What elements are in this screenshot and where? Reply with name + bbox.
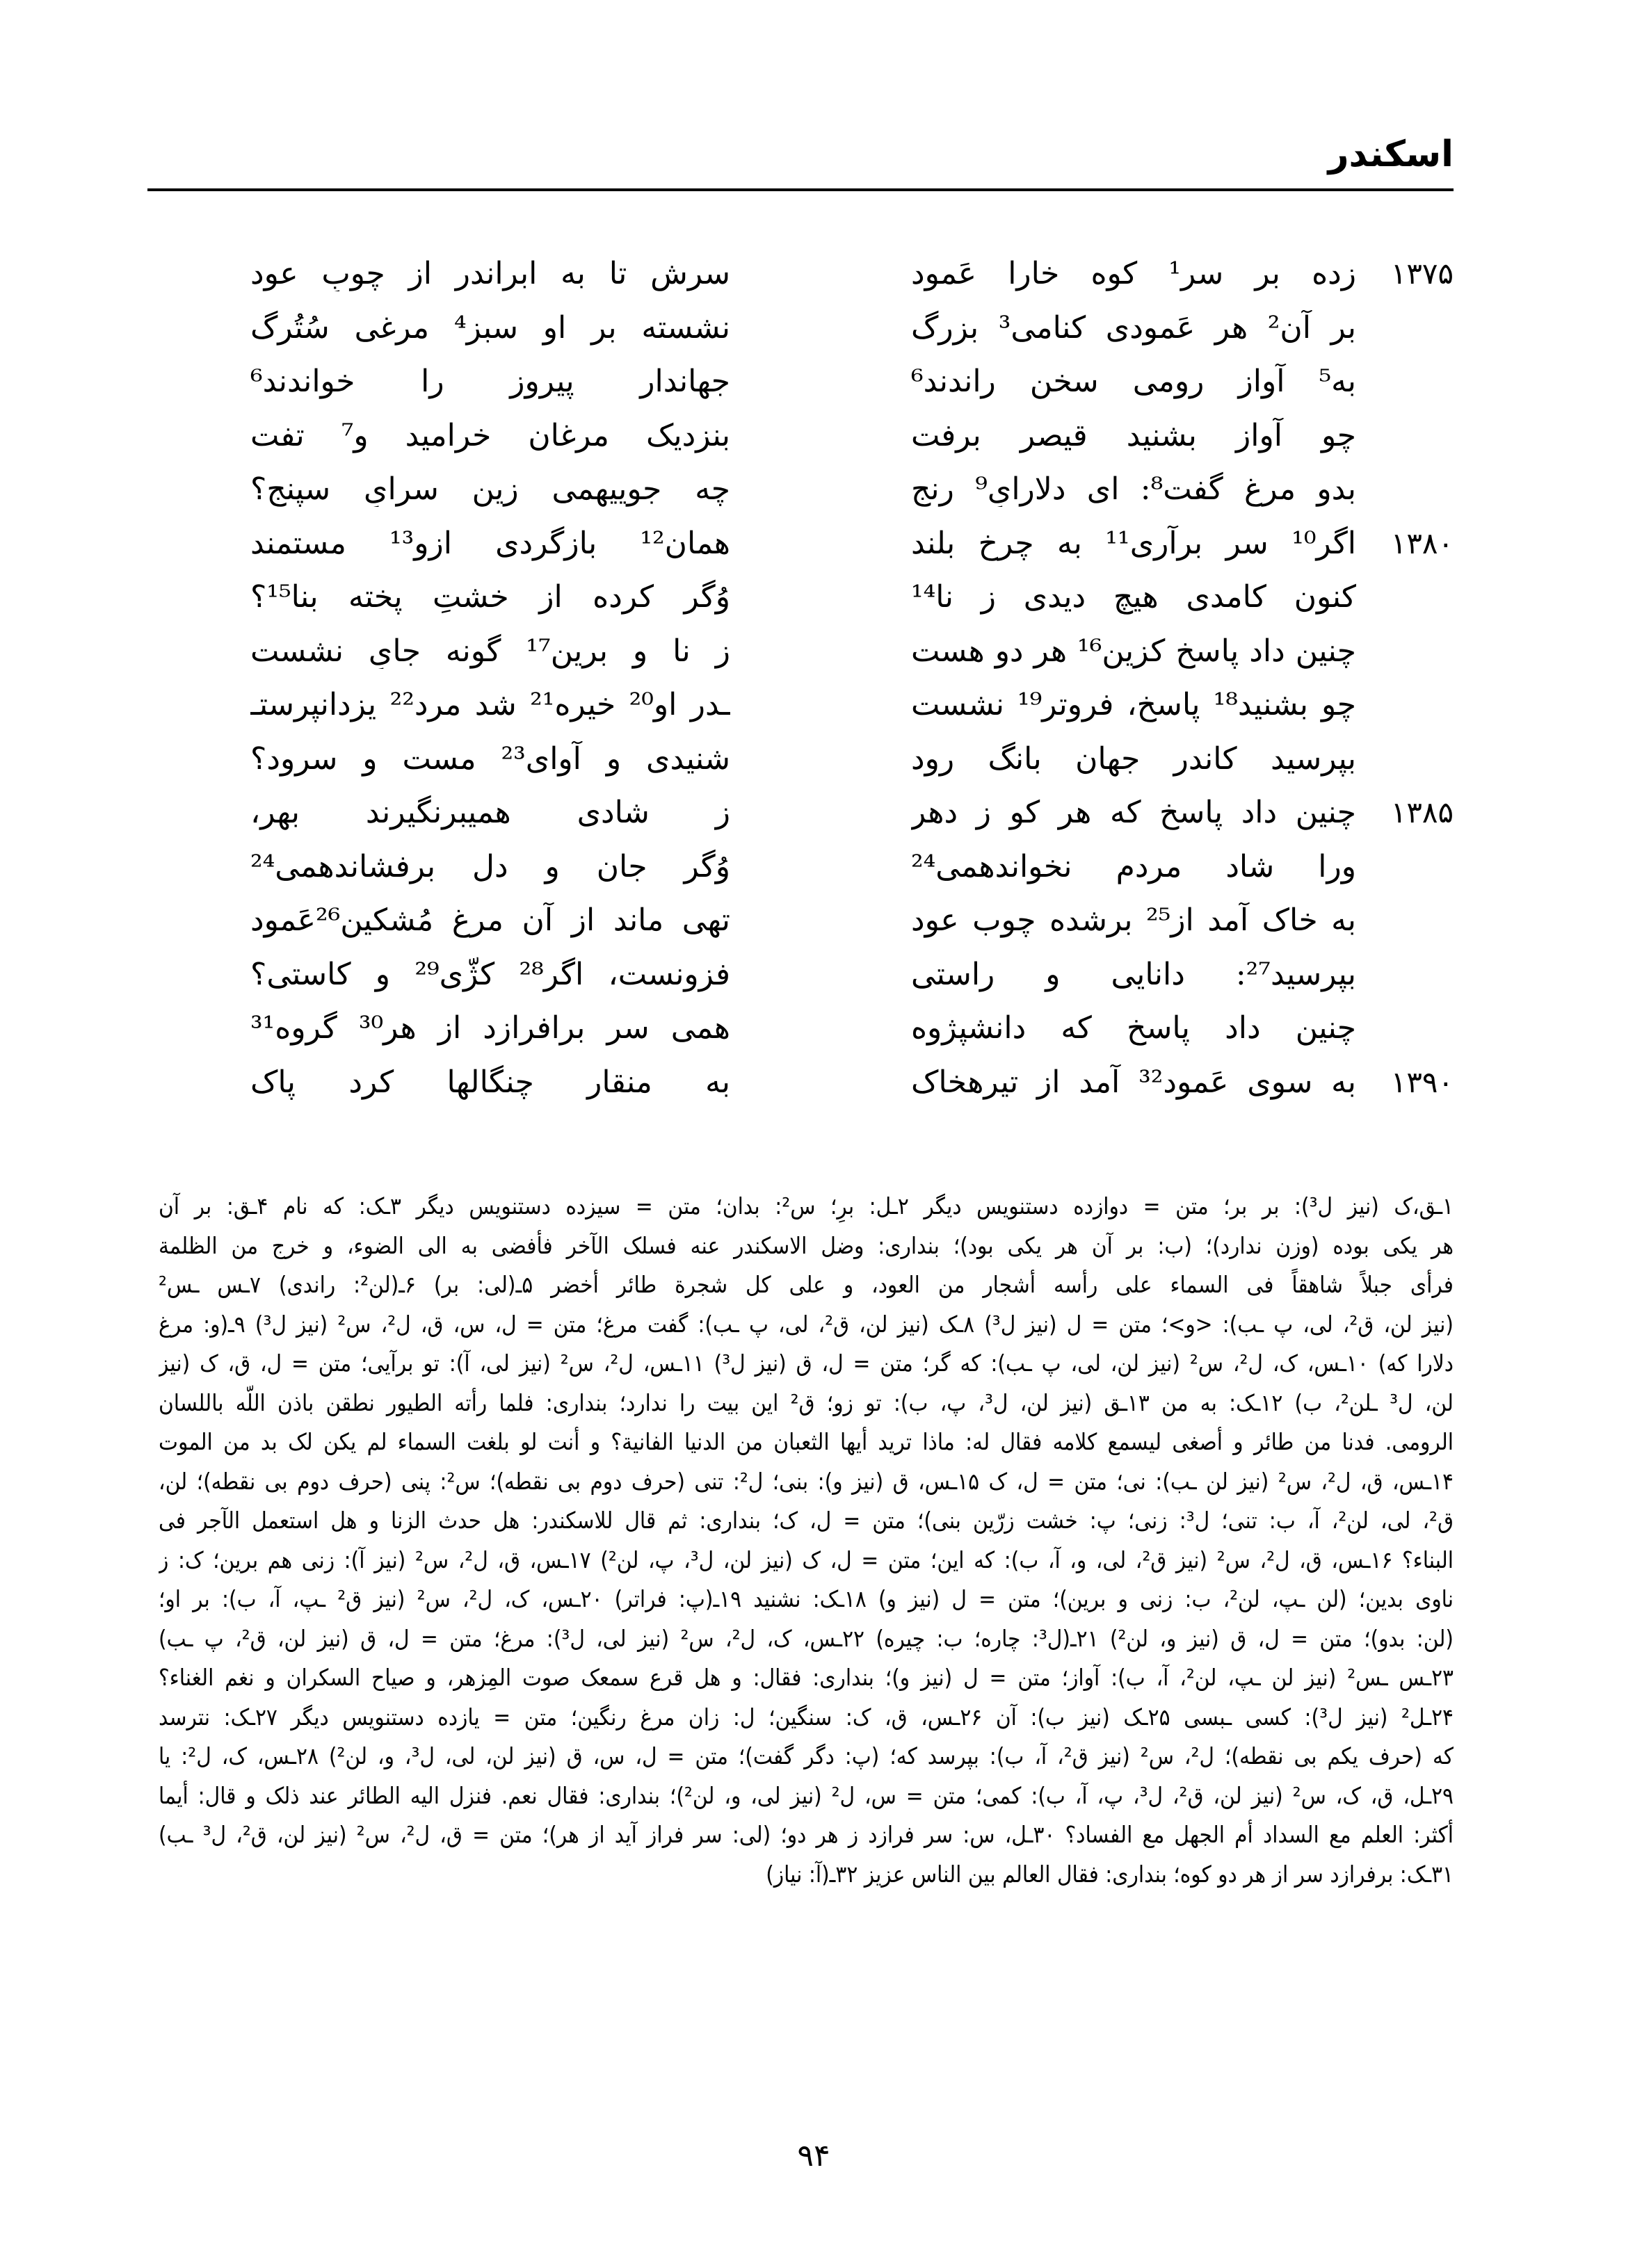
second-hemistich: ـدر او²⁰ خیره²¹ شد مرد²² یزدانپرستـ [250, 687, 730, 723]
first-hemistich: اگر¹⁰ سر برآری¹¹ به چرخ بلند [911, 525, 1356, 561]
footnotes [159, 1187, 1454, 1894]
verse-line [250, 840, 1454, 894]
second-hemistich: ز نا و برین¹⁷ گونه جایِ نشست [250, 633, 730, 669]
footnote-line: ۲۹ـل، ق، ک، س² (نیز لن، ق²، ل³، پ، آ، ب): کمی؛ متن = س، ل² (نیز لی، و، لن²)؛ بنداری: فقال نعم. فنزل الیه الطائر عند ذلک و قال: أیما [159, 1781, 1454, 1809]
footnote-line: هر یکی بوده (وزن ندارد)؛ (ب: بر آن هر یکی بود)؛ بنداری: وضل الاسکندر عنه فسلک الآخر فأفضی به الی الضوء، و خرج من الظلمة [159, 1231, 1454, 1259]
second-hemistich: بنزدیک مرغان خرامید و⁷ تفت [250, 417, 730, 453]
verse-line [250, 517, 1454, 571]
verse-line [250, 301, 1454, 355]
second-hemistich: سرش تا به ابراندر از چوبِ عود [250, 256, 730, 292]
first-hemistich: بدو مرغ گفت⁸: ای دلارایِ⁹ رنج [911, 471, 1356, 508]
second-hemistich: همان¹² بازگردی ازو¹³ مستمند [250, 525, 730, 561]
verse-line [250, 462, 1454, 517]
second-hemistich: همی سر برافرازد از هر³⁰ گروه³¹ [250, 1010, 730, 1046]
verse-number: ۱۳۹۰ [1390, 1064, 1454, 1099]
first-hemistich: چنین داد پاسخ کزین¹⁶ هر دو هست [911, 633, 1356, 669]
verse-number: ۱۳۷۵ [1390, 257, 1454, 291]
first-hemistich: بر آن² هر عَمودی کنامی³ بزرگ [911, 309, 1356, 346]
footnote-line: لن، ل³ ـلن²، ب) ۱۲ـک: به من ۱۳ـق (نیز لن، ل³، پ، ب): تو زو؛ ق² این بیت را ندارد؛ بنداری: فلما رأته الطیور نطقن باذن اللّه باللسان [159, 1388, 1454, 1416]
verse-line [250, 409, 1454, 463]
verse-line [250, 678, 1454, 732]
page-number: ۹۴ [797, 2138, 830, 2173]
verse-line [250, 1001, 1454, 1055]
poem-body [250, 247, 1454, 1109]
verse-line [250, 247, 1454, 301]
footnote-line: (لن: بدو)؛ متن = ل، ق (نیز و، لن²) ۲۱ـ(ل³: چاره؛ ب: چیره) ۲۲ـس، ک، ل²، س² (نیز لی، ل³): مرغ؛ متن = ل، ق (نیز لن، ق²، پ ـب) [159, 1624, 1454, 1652]
footnote-line: ۱ـق،ک (نیز ل³): بر بر؛ متن = دوازده دستنویس دیگر ۲ـل: برِ؛ س²: بدان؛ متن = سیزده دستنویس دیگر ۳ـک: که نام ۴ـق: بر آن [159, 1192, 1454, 1220]
second-hemistich: تهی ماند از آن مرغ مُشکین²⁶عَمود [250, 902, 730, 939]
footnote-line: (نیز لن، ق²، لی، پ ـب): <و>؛ متن = ل (نیز ل³) ۸ـک (نیز لن، ق²، لی، پ ـب): گفت مرغ؛ متن = ل، س، ق، ل²، س² (نیز ل³) ۹ـ(و: مرغ [159, 1310, 1454, 1338]
first-hemistich: کنون کامدی هیچ دیدی ز نا¹⁴ [911, 579, 1356, 615]
first-hemistich: ورا شاد مردم نخواندهمی²⁴ [911, 848, 1356, 884]
footnote-line: فرأی جبلاً شاهقاً فی السماء علی رأسه أشجار من العود، و علی کل شجرة طائر أخضر ۵ـ(لی: بر) ۶ـ(لن²: راندی) ۷ـس ـس² [159, 1271, 1454, 1298]
second-hemistich: چه جوییهمی زین سرایِ سپنج؟ [250, 471, 730, 508]
first-hemistich: زده بر سرِ¹ کوه خارا عَمود [911, 256, 1356, 292]
first-hemistich: بپرسید²⁷: دانایی و راستی [911, 956, 1356, 992]
verse-line [250, 786, 1454, 840]
second-hemistich: فزونست، اگر²⁸ کژّی²⁹ و کاستی؟ [250, 956, 730, 992]
header-rule [147, 188, 1454, 191]
footnote-line: ناوی بدین؛ (لن ـپ، لن²، ب: زنی و برین)؛ متن = ل (نیز و) ۱۸ـک: نشنید ۱۹ـ(پ: فراتر) ۲۰ـس، ک، ل²، س² (نیز ق² ـپ، آ، ب): بر او؛ [159, 1585, 1454, 1612]
first-hemistich: به⁵ آوازِ رومی سخن راندند⁶ [911, 364, 1356, 400]
footnote-line: ۲۳ـس ـس² (نیز لن ـپ، لن²، آ، ب): آواز؛ متن = ل (نیز و)؛ بنداری: فقال: و هل قرع سمعک صوت المِزهر، و صیاح السکران و نغم الغناء؟ [159, 1664, 1454, 1691]
verse-line [250, 893, 1454, 948]
second-hemistich: شنیدی و آوای²³ مست و سرود؟ [250, 740, 730, 777]
first-hemistich: بپرسید کاندر جهان بانگ رود [911, 740, 1356, 777]
verse-line [250, 732, 1454, 786]
footnote-line: ۳۱ـک: برفرازد سر از هر دو کوه؛ بنداری: فقال العالم بین الناس عزیز ۳۲ـ(آ: نیاز) [766, 1860, 1454, 1888]
footnote-line: ۱۴ـس، ق، ل²، س² (نیز لن ـب): نی؛ متن = ل، ک ۱۵ـس، ق (نیز و): بنی؛ ل²: تنی (حرف دوم بی نقطه)؛ س²: پنی (حرف دوم بی نقطه)؛ لن، [159, 1467, 1454, 1495]
verse-number: ۱۳۸۰ [1390, 526, 1454, 560]
footnote-line: الرومی. فدنا من طائر و أصغی لیسمع کلامه فقال له: ماذا ترید أیها الثعبان من الدنیا الفانیة؟ و أنت لو بلغت السماء لم یکن لک بد من الموت [159, 1428, 1454, 1455]
second-hemistich: وُگر جان و دل برفشاندهمی²⁴ [250, 848, 730, 884]
first-hemistich: چنین داد پاسخ که هر کو ز دهر [911, 795, 1356, 831]
first-hemistich: چنین داد پاسخ که دانشپژوه [911, 1010, 1356, 1046]
footnote-line: أکثر: العلم مع السداد أم الجهل مع الفساد؟ ۳۰ـل، س: سر فرازد ز هر دو؛ (لی: سر فراز آید از هر)؛ متن = ق، ل²، س² (نیز لن، ق²، ل³ ـب) [159, 1821, 1454, 1848]
running-title: اسکندر [1328, 133, 1454, 175]
second-hemistich: ز شادی همیبرنگیرند بهر، [250, 795, 730, 831]
first-hemistich: چو بشنید¹⁸ پاسخ، فروتر¹⁹ نشست [911, 687, 1356, 723]
footnote-line: البناء؟ ۱۶ـس، ق، ل²، س² (نیز ق²، لی، و، آ، ب): که این؛ متن = ل، ک (نیز لن، ل³، پ، لن²) ۱۷ـس، ق، ل²، س² (نیز آ): زنی هم برین؛ ک: ز [159, 1546, 1454, 1573]
verse-line [250, 948, 1454, 1002]
second-hemistich: نشسته بر او سبز⁴ مرغی سُتُرگ [250, 309, 730, 346]
footnote-line: دلارا که) ۱۰ـس، ک، ل²، س² (نیز لن، لی، پ ـب): که گر؛ متن = ل، ق (نیز ل³) ۱۱ـس، ل²، س² (نیز لی، آ): تو برآیی؛ متن = ل، ق، ک (نیز [159, 1350, 1454, 1377]
verse-line [250, 355, 1454, 409]
footnote-line: ۲۴ـل² (نیز ل³): کسی ـبسی ۲۵ـک (نیز ب): آن ۲۶ـس، ق، ک: سنگین؛ ل: زان مرغ رنگین؛ متن = یازده دستنویس دیگر ۲۷ـک: نترسد [159, 1703, 1454, 1731]
second-hemistich: به منقار چنگالها کرد پاک [250, 1064, 730, 1100]
second-hemistich: جهاندار پیروز را خواندند⁶ [250, 364, 730, 400]
footnote-line: ق²، لی، لن²، آ، ب: تنی؛ ل³: زنی؛ پ: خشت زرّین بنی)؛ متن = ل، ک؛ بنداری: ثم قال للاسکندر: هل حدث الزنا و هل استعمل الآجر فی [159, 1507, 1454, 1534]
first-hemistich: به سوی عَمود³² آمد از تیرهخاک [911, 1064, 1356, 1100]
second-hemistich: وُگر کرده از خشتِ پخته بنا¹⁵؟ [250, 579, 730, 615]
footnote-line: که (حرف یکم بی نقطه)؛ ل²، س² (نیز ق²، آ، ب): بپرسد که؛ (پ: دگر گفت)؛ متن = ل، س، ق (نیز لن، لی، ل³، و، لن²) ۲۸ـس، ک، ل²: یا [159, 1742, 1454, 1769]
verse-line [250, 1055, 1454, 1110]
verse-line [250, 624, 1454, 679]
verse-line [250, 570, 1454, 624]
verse-number: ۱۳۸۵ [1390, 795, 1454, 830]
first-hemistich: به خاک آمد از²⁵ برشده چوب عود [911, 902, 1356, 939]
first-hemistich: چو آواز بشنید قیصر برفت [911, 417, 1356, 453]
